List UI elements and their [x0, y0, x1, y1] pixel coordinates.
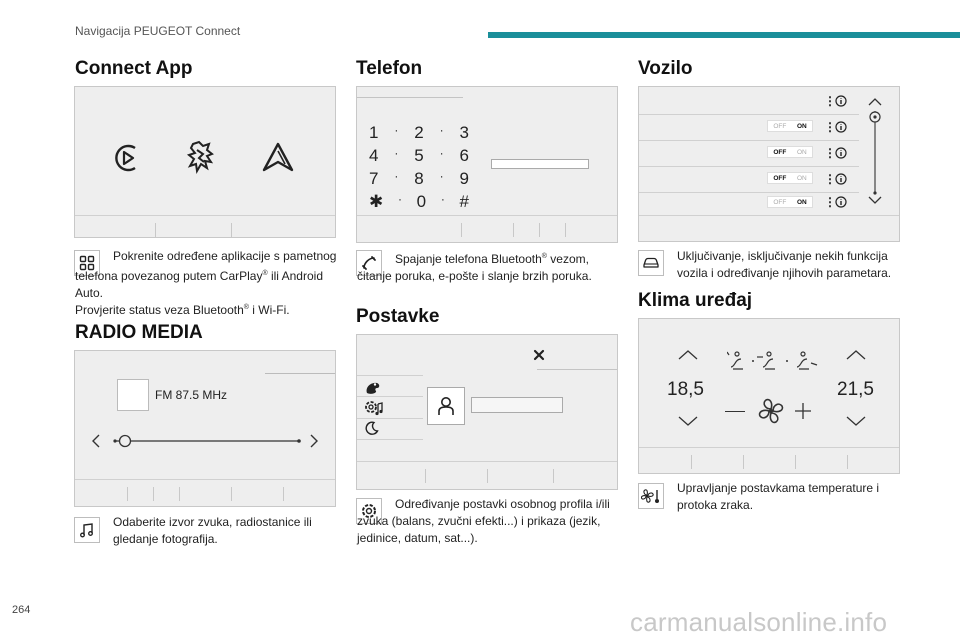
running-header: Navigacija PEUGEOT Connect	[75, 24, 241, 38]
dial-sep: ·	[439, 146, 444, 160]
telefon-description	[357, 248, 619, 285]
profile-name-field[interactable]	[471, 397, 563, 413]
bar-tick	[743, 455, 744, 469]
temp-right-down-arrow[interactable]	[845, 415, 867, 427]
peugeot-lion-icon[interactable]	[185, 140, 217, 174]
desc-text: i Wi-Fi.	[248, 303, 290, 317]
profile-button[interactable]	[427, 387, 465, 425]
dial-key[interactable]: 9	[459, 169, 469, 188]
dial-key[interactable]: 0	[416, 192, 427, 211]
carplay-icon[interactable]	[113, 142, 141, 174]
fan-icon	[757, 397, 785, 425]
toggle-switch-3[interactable]	[767, 172, 813, 184]
bar-tick	[513, 223, 514, 237]
dial-key[interactable]: 3	[459, 123, 469, 142]
toggle-on-label: ON	[796, 174, 807, 182]
fan-decrease-button[interactable]	[725, 411, 745, 412]
close-icon[interactable]	[533, 349, 545, 361]
bar-tick	[155, 223, 156, 237]
temp-right-value: 21,5	[837, 379, 874, 400]
info-icon[interactable]	[835, 196, 847, 208]
temp-left-up-arrow[interactable]	[677, 349, 699, 361]
desc-sup: ®	[541, 253, 547, 260]
postavke-heading: Postavke	[356, 306, 440, 327]
radio-media-screen	[74, 350, 336, 507]
menu-divider	[357, 375, 423, 376]
toggle-off-label: OFF	[773, 148, 787, 156]
sound-settings-icon[interactable]	[363, 399, 385, 417]
menu-divider	[357, 396, 423, 397]
menu-divider	[357, 439, 423, 440]
dial-key[interactable]: 2	[414, 123, 424, 142]
bar-tick	[425, 469, 426, 483]
bar-tick	[179, 487, 180, 501]
dial-key[interactable]: 4	[369, 146, 379, 165]
dial-sep: ·	[394, 123, 399, 137]
dial-sep: ·	[439, 169, 444, 183]
bar-tick	[795, 455, 796, 469]
radio-media-heading: RADIO MEDIA	[75, 322, 203, 343]
climate-fan-icon	[641, 488, 661, 504]
desc-text: Spajanje telefona Bluetooth	[395, 252, 542, 266]
music-icon-box	[74, 517, 100, 543]
connect-app-screen	[74, 86, 336, 238]
music-note-icon	[79, 522, 95, 538]
dial-key[interactable]: 6	[459, 146, 469, 165]
bar-tick	[153, 487, 154, 501]
top-line	[357, 97, 463, 98]
screen-bar-divider	[357, 215, 617, 216]
toggle-on-label: ON	[796, 148, 807, 156]
more-dots[interactable]: ⋮	[824, 94, 836, 108]
menu-divider	[357, 418, 423, 419]
connect-app-description	[75, 248, 340, 302]
dial-key[interactable]: #	[459, 192, 469, 211]
dial-sep: ·	[440, 192, 445, 206]
bar-tick	[127, 487, 128, 501]
desc-text: ili Android Auto.	[75, 269, 323, 300]
row-divider	[639, 166, 859, 167]
station-artwork	[117, 379, 149, 411]
car-icon	[642, 256, 660, 270]
more-dots[interactable]: ⋮	[824, 195, 836, 209]
dial-row	[369, 192, 469, 215]
dial-key[interactable]: 1	[369, 123, 379, 142]
toggle-off-label: OFF	[773, 122, 787, 130]
android-auto-icon[interactable]	[261, 141, 295, 173]
night-mode-icon[interactable]	[365, 421, 379, 435]
telefon-screen	[356, 86, 618, 243]
postavke-description: Određivanje postavki osobnog profila i/ili zvuka (balans, zvučni efekti...) i prikaza (jezik, jedinice, datum, sat...).	[357, 497, 610, 545]
bar-tick	[461, 223, 462, 237]
toggle-off-label: OFF	[773, 174, 787, 182]
klima-screen	[638, 318, 900, 474]
screen-bar-divider	[75, 215, 335, 216]
dial-sep: ·	[394, 146, 399, 160]
top-line	[265, 373, 335, 374]
postavke-screen	[356, 334, 618, 490]
more-dots[interactable]: ⋮	[824, 146, 836, 160]
vozilo-screen	[638, 86, 900, 242]
desc-text: vezom, čitanje poruka, e-pošte i slanje brzih poruka.	[357, 252, 592, 283]
number-display-field[interactable]	[491, 159, 589, 169]
next-arrow	[311, 435, 317, 447]
more-dots[interactable]: ⋮	[824, 172, 836, 186]
info-icon[interactable]	[835, 121, 847, 133]
klima-description: Upravljanje postavkama temperature i protoka zraka.	[677, 481, 880, 512]
palette-icon[interactable]	[365, 381, 381, 395]
toggle-switch-2[interactable]	[767, 146, 813, 158]
prev-arrow	[93, 435, 99, 447]
bar-tick	[539, 223, 540, 237]
klima-heading: Klima uređaj	[638, 290, 753, 311]
dial-key[interactable]: 7	[369, 169, 379, 188]
row-divider	[639, 140, 859, 141]
desc-sup: ®	[243, 304, 249, 311]
dial-key[interactable]: ✱	[369, 192, 384, 211]
bar-tick	[283, 487, 284, 501]
vozilo-description: Uključivanje, isključivanje nekih funkcija vozila i određivanje njihovih parametara.	[677, 249, 892, 280]
info-icon[interactable]	[835, 95, 847, 107]
top-line	[537, 369, 617, 370]
dial-row	[369, 169, 469, 192]
scrollbar[interactable]	[865, 95, 885, 207]
desc-sup: ®	[262, 270, 268, 277]
temp-right-up-arrow[interactable]	[845, 349, 867, 361]
toggle-on-label: ON	[796, 122, 807, 130]
telefon-heading: Telefon	[356, 58, 423, 79]
page-number: 264	[12, 604, 31, 616]
dial-key[interactable]: 8	[414, 169, 424, 188]
fan-increase-button[interactable]	[793, 401, 813, 421]
bar-tick	[231, 487, 232, 501]
info-icon[interactable]	[835, 147, 847, 159]
climate-icon-box	[638, 483, 664, 509]
info-icon[interactable]	[835, 173, 847, 185]
air-distribution-icons[interactable]	[727, 349, 819, 371]
user-profile-icon	[437, 396, 455, 416]
dial-sep: ·	[397, 192, 402, 206]
temp-left-value: 18,5	[667, 379, 704, 400]
toggle-switch-1[interactable]	[767, 120, 813, 132]
desc-text: Provjerite status veza Bluetooth	[75, 303, 244, 317]
dial-sep: ·	[394, 169, 399, 183]
car-icon-box	[638, 250, 664, 276]
station-frequency: FM 87.5 MHz	[155, 388, 228, 402]
dial-pad[interactable]	[369, 123, 469, 215]
screen-bar-divider	[639, 215, 899, 216]
dial-key[interactable]: 5	[414, 146, 424, 165]
dial-sep: ·	[439, 123, 444, 137]
temp-left-down-arrow[interactable]	[677, 415, 699, 427]
toggle-switch-4[interactable]	[767, 196, 813, 208]
bar-tick	[565, 223, 566, 237]
screen-bar-divider	[357, 461, 617, 462]
bar-tick	[553, 469, 554, 483]
connect-app-heading: Connect App	[75, 58, 193, 79]
dial-row	[369, 123, 469, 146]
dial-row	[369, 146, 469, 169]
bar-tick	[847, 455, 848, 469]
header-accent-bar	[488, 32, 960, 38]
bar-tick	[487, 469, 488, 483]
toggle-on-label: ON	[796, 198, 807, 206]
desc-text: Pokrenite određene aplikacije s pametnog telefona povezanog putem CarPlay	[75, 249, 337, 283]
bar-tick	[231, 223, 232, 237]
watermark: carmanualsonline.info	[630, 607, 888, 637]
connect-app-description-2	[75, 299, 340, 319]
row-divider	[639, 114, 859, 115]
row-divider	[639, 192, 859, 193]
radio-media-description: Odaberite izvor zvuka, radiostanice ili gledanje fotografija.	[113, 515, 312, 546]
screen-bar-divider	[639, 447, 899, 448]
bar-tick	[691, 455, 692, 469]
vozilo-heading: Vozilo	[638, 58, 693, 79]
frequency-slider[interactable]	[89, 431, 325, 451]
more-dots[interactable]: ⋮	[824, 120, 836, 134]
toggle-off-label: OFF	[773, 198, 787, 206]
screen-bar-divider	[75, 479, 335, 480]
